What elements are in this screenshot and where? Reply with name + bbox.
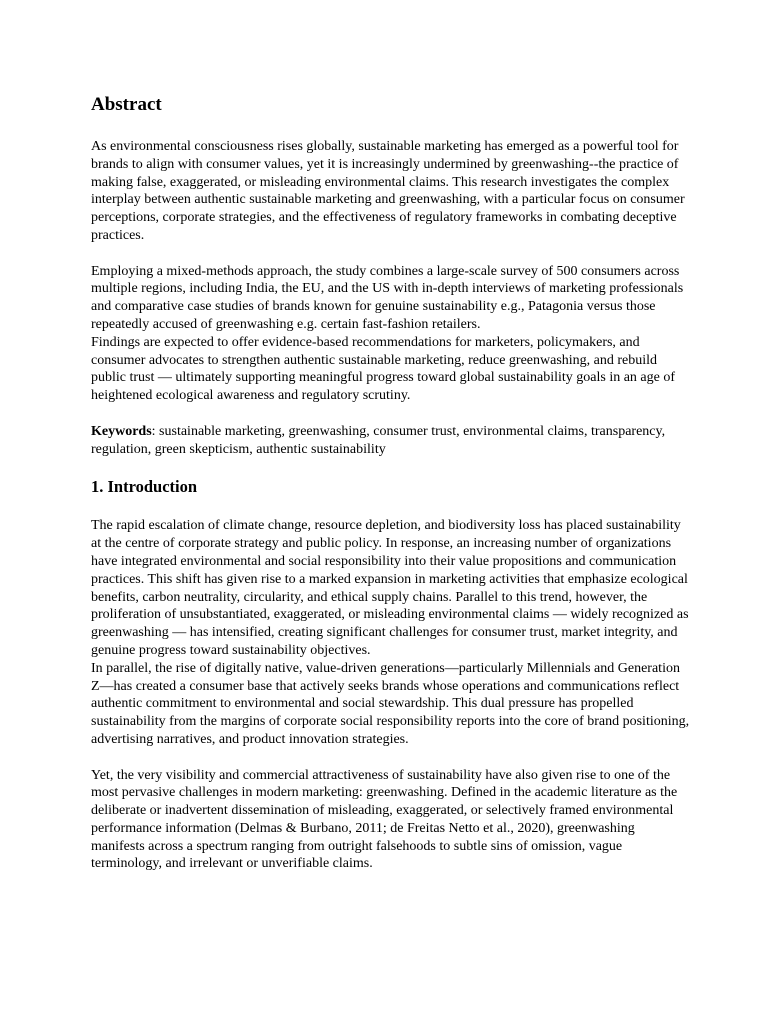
introduction-paragraph-2: In parallel, the rise of digitally native, value-driven generations—particularly Millennials and Generation Z—has created a consumer base that actively seeks brands whose operations and communications reflect authentic commitment to environmental and social stewardship. This dual pressure has propelled sustainability from the margins of corporate social responsibility reports into the core of brand positioning, advertising narratives, and product innovation strategies. [91,660,690,747]
abstract-paragraph-1: As environmental consciousness rises globally, sustainable marketing has emerged as a powerful tool for brands to align with consumer values, yet it is increasingly undermined by greenwashing--the practice of making false, exaggerated, or misleading environmental claims. This research investigates the complex interplay between authentic sustainable marketing and greenwashing, with a particular focus on consumer perceptions, corporate strategies, and the effectiveness of regulatory frameworks in combating deceptive practices. [91,139,685,243]
abstract-paragraph-3: Findings are expected to offer evidence-based recommendations for marketers, policymakers, and consumer advocates to strengthen authentic sustainable marketing, reduce greenwashing, and rebuild public trust — ultimately supporting meaningful progress toward global sustainability goals in an age of heightened ecological awareness and regulatory scrutiny. [91,334,676,404]
keywords-line [91,423,691,459]
abstract-paragraph-2: Employing a mixed-methods approach, the study combines a large-scale survey of 500 consumers across multiple regions, including India, the EU, and the US with in-depth interviews of marketing professionals and comparative case studies of brands known for genuine sustainability e.g., Patagonia versus those repeatedly accused of greenwashing e.g. certain fast-fashion retailers. [91,263,684,332]
abstract-heading: Abstract [91,94,162,115]
document-page [91,92,691,873]
introduction-paragraph-3: Yet, the very visibility and commercial attractiveness of sustainability have also given rise to one of the most pervasive challenges in modern marketing: greenwashing. Defined in the academic literature as the deliberate or inadvertent dissemination of misleading, exaggerated, or selectively framed environmental performance information (Delmas & Burbano, 2011; de Freitas Netto et al., 2020), greenwashing manifests across a spectrum ranging from outright falsehoods to subtle sins of omission, vague terminology, and irrelevant or unverifiable claims. [91,767,678,872]
keywords-text: : sustainable marketing, greenwashing, consumer trust, environmental claims, transparency, regulation, green skepticism, authentic sustainability [91,423,666,457]
introduction-paragraph-1: The rapid escalation of climate change, resource depletion, and biodiversity loss has placed sustainability at the centre of corporate strategy and public policy. In response, an increasing number of organizations have integrated environmental and social responsibility into their value propositions and communication practices. This shift has given rise to a marked expansion in marketing activities that emphasize ecological benefits, carbon neutrality, circularity, and ethical supply chains. Parallel to this trend, however, the proliferation of unsubstantiated, exaggerated, or misleading environmental claims — widely recognized as greenwashing — has intensified, creating significant challenges for consumer trust, market integrity, and genuine progress toward sustainability objectives. [91,518,689,658]
keywords-label: Keywords [91,423,152,439]
introduction-heading: 1. Introduction [91,477,198,497]
